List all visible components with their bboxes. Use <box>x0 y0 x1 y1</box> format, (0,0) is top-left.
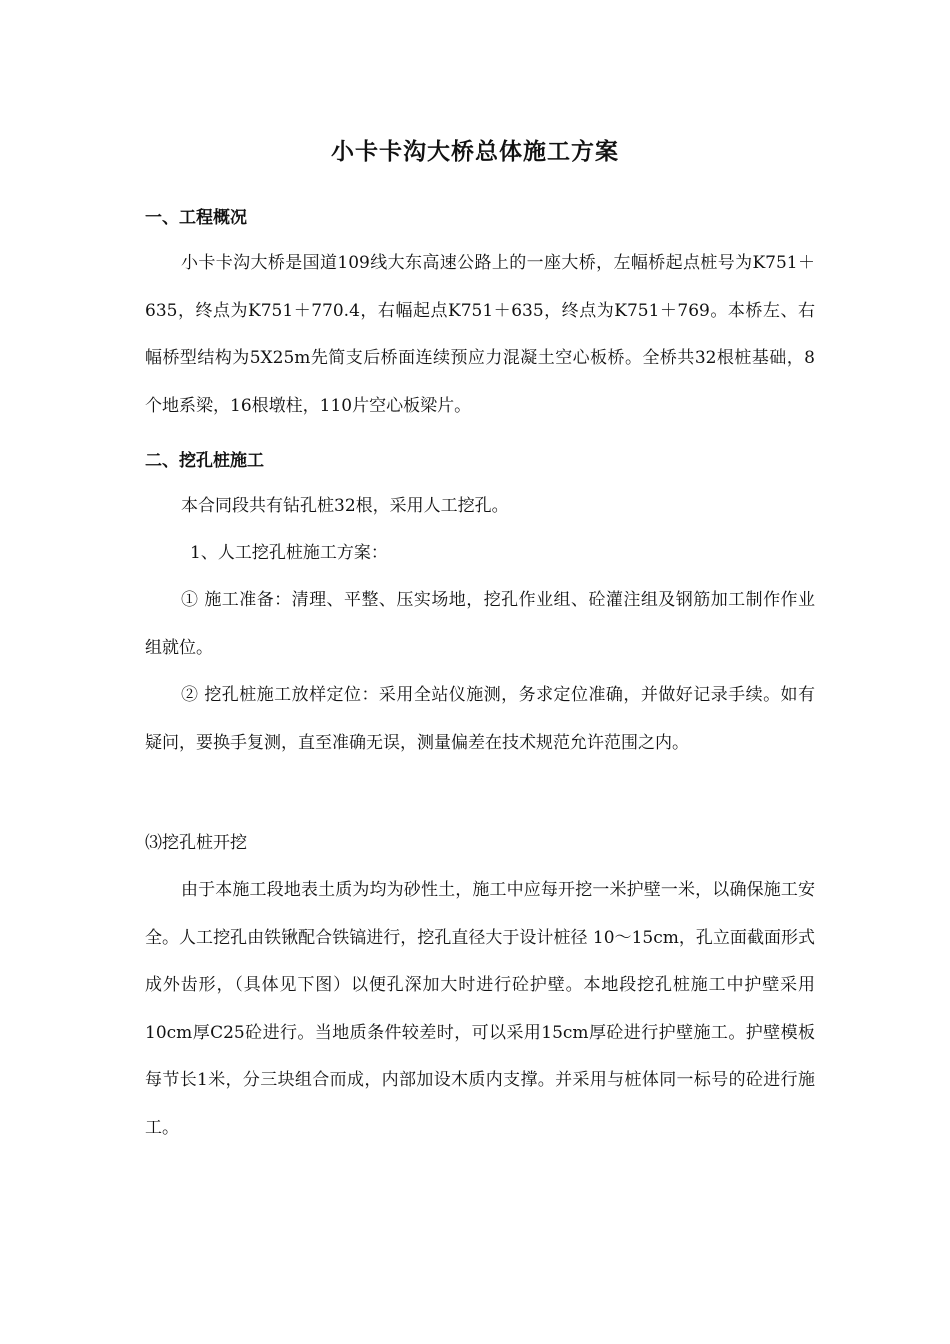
item-site-preparation: ① 施工准备：清理、平整、压实场地，挖孔作业组、砼灌注组及钢筋加工制作作业组就位。 <box>145 590 815 658</box>
section-heading-pile-construction: 二、挖孔桩施工 <box>145 451 264 471</box>
item-setting-out: ② 挖孔桩施工放样定位：采用全站仪施测，务求定位准确，并做好记录手续。如有疑问，要换手复测，直至准确无误，测量偏差在技术规范允许范围之内。 <box>145 685 815 753</box>
section-heading-overview: 一、工程概况 <box>145 208 247 228</box>
item-excavation-heading: ⑶挖孔桩开挖 <box>145 833 247 853</box>
subsection-heading-manual-pile-plan: 1、人工挖孔桩施工方案： <box>190 543 388 563</box>
document-title: 小卡卡沟大桥总体施工方案 <box>331 138 619 165</box>
excavation-paragraph: 由于本施工段地表土质为均为砂性土，施工中应每开挖一米护壁一米，以确保施工安全。人工挖孔由铁锹配合铁镐进行，挖孔直径大于设计桩径 10～15cm，孔立面截面形式成外齿形，（具体见下图）以便孔深加大时进行砼护壁。本地段挖孔桩施工中护壁采用10cm厚C25砼进行。当地质条件较差时，可以采用15cm厚砼进行护壁施工。护壁模板每节长1米，分三块组合而成，内部加设木质内支撑。并采用与桩体同一标号的砼进行施工。 <box>145 880 815 1138</box>
overview-paragraph: 小卡卡沟大桥是国道109线大东高速公路上的一座大桥，左幅桥起点桩号为K751＋635，终点为K751＋770.4，右幅起点K751＋635，终点为K751＋769。本桥左、右幅桥型结构为5X25m先简支后桥面连续预应力混凝土空心板桥。全桥共32根桩基础，8个地系梁，16根墩柱，110片空心板梁片。 <box>145 253 815 416</box>
pile-intro-paragraph: 本合同段共有钻孔桩32根，采用人工挖孔。 <box>181 496 509 516</box>
